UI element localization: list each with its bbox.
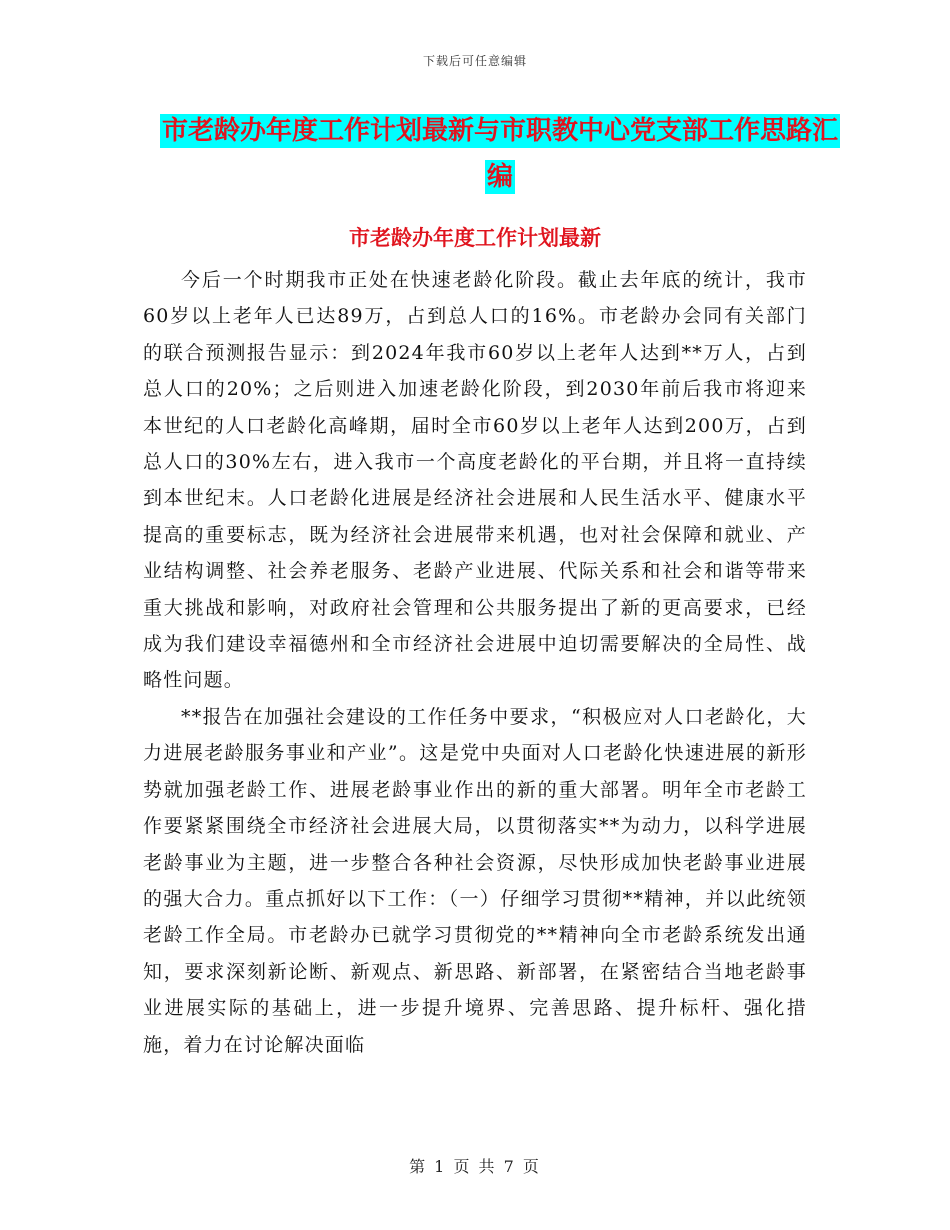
page-footer: 第 1 页 共 7 页 bbox=[409, 1157, 541, 1176]
body-text bbox=[143, 262, 807, 1063]
document-title-text: 市老龄办年度工作计划最新与市职教中心党支部工作思路汇编 bbox=[162, 116, 839, 192]
paragraph: **报告在加强社会建设的工作任务中要求，“积极应对人口老龄化，大力进展老龄服务事业和产业”。这是党中央面对人口老龄化快速进展的新形势就加强老龄工作、进展老龄事业作出的新的重大部署。明年全市老龄工作要紧紧围绕全市经济社会进展大局，以贯彻落实**为动力，以科学进展老龄事业为主题，进一步整合各种社会资源，尽快形成加快老龄事业进展的强大合力。重点抓好以下工作：（一）仔细学习贯彻**精神，并以此统领老龄工作全局。市老龄办已就学习贯彻党的**精神向全市老龄系统发出通知，要求深刻新论断、新观点、新思路、新部署，在紧密结合当地老龄事业进展实际的基础上，进一步提升境界、完善思路、提升标杆、强化措施，着力在讨论解决面临 bbox=[143, 705, 807, 1056]
document-title bbox=[160, 108, 840, 200]
section-title: 市老龄办年度工作计划最新 bbox=[349, 226, 601, 250]
page-header-note: 下载后可任意编辑 bbox=[422, 54, 527, 68]
paragraph: 今后一个时期我市正处在快速老龄化阶段。截止去年底的统计，我市60岁以上老年人已达89万，占到总人口的16%。市老龄办会同有关部门的联合预测报告显示：到2024年我市60岁以上老年人达到**万人，占到总人口的20%；之后则进入加速老龄化阶段，到2030年前后我市将迎来本世纪的人口老龄化高峰期，届时全市60岁以上老年人达到200万，占到总人口的30%左右，进入我市一个高度老龄化的平台期，并且将一直持续到本世纪末。人口老龄化进展是经济社会进展和人民生活水平、健康水平提高的重要标志，既为经济社会进展带来机遇，也对社会保障和就业、产业结构调整、社会养老服务、老龄产业进展、代际关系和社会和谐等带来重大挑战和影响，对政府社会管理和公共服务提出了新的更高要求，已经成为我们建设幸福德州和全市经济社会进展中迫切需要解决的全局性、战略性问题。 bbox=[143, 269, 807, 692]
